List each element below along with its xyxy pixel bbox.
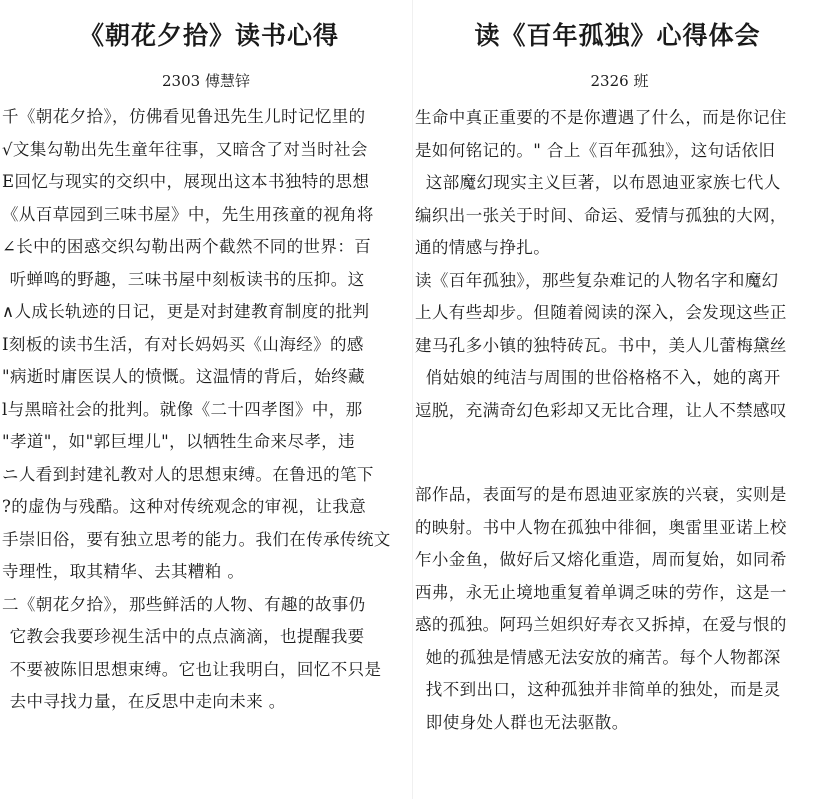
text-line: 部作品，表面写的是布恩迪亚家族的兴衰，实则是 (415, 485, 787, 504)
text-line: 编织出一张关于时间、命运、爱情与孤独的大网， (415, 205, 787, 225)
text-line: 逗脱，充满奇幻色彩却又无比合理，让人不禁感叹 (415, 400, 787, 420)
text-line: ∠长中的困惑交织勾勒出两个截然不同的世界：百 (2, 237, 372, 256)
text-line: ?的虚伪与残酷。这种对传统观念的审视，让我意 (2, 497, 367, 516)
text-line: ニ人看到封建礼教对人的思想束缚。在鲁迅的笔下 (2, 464, 374, 484)
text-line: 俏姑娘的纯洁与周围的世俗格格不入，她的离开 (425, 368, 781, 387)
paragraph-gap (413, 427, 825, 479)
text-line: 不要被陈旧思想束缚。它也让我明白，回忆不只是 (9, 659, 382, 679)
text-line: 寺理性，取其精华、去其糟粕 。 (2, 562, 245, 581)
right-page-author: 2326 班 (590, 72, 649, 90)
right-page-body (413, 102, 825, 739)
text-line: 的映射。书中人物在孤独中徘徊，奥雷里亚诺上校 (415, 517, 787, 537)
left-page-body (0, 101, 412, 719)
text-line: 去中寻找力量，在反思中走向未来 。 (9, 692, 286, 711)
text-line: 乍小金鱼，做好后又熔化重造，周而复始，如同希 (415, 550, 787, 569)
text-line: 生命中真正重要的不是你遭遇了什么，而是你记住 (415, 108, 787, 127)
text-line: 听蝉鸣的野趣，三味书屋中刻板读书的压抑。这 (9, 269, 365, 289)
text-line: l与黑暗社会的批判。就像《二十四孝图》中，那 (2, 399, 363, 419)
left-page-author: 2303 傅慧锌 (162, 72, 250, 90)
text-line: 建马孔多小镇的独特砖瓦。书中，美人儿蕾梅黛丝 (415, 335, 787, 355)
text-line: 西弗，永无止境地重复着单调乏味的劳作，这是一 (415, 582, 787, 602)
text-line: 找不到出口，这种孤独并非简单的独处，而是灵 (425, 680, 781, 699)
text-line: √文集勾勒出先生童年往事，又暗含了对当时社会 (2, 139, 368, 159)
text-line: 她的孤独是情感无法安放的痛苦。每个人物都深 (425, 647, 781, 667)
text-line: "病逝时庸医误人的愤慨。这温情的背后，始终藏 (2, 367, 365, 386)
text-line: 惑的孤独。阿玛兰妲织好寿衣又拆掉，在爱与恨的 (415, 615, 787, 634)
text-line: 这部魔幻现实主义巨著，以布恩迪亚家族七代人 (425, 173, 781, 192)
text-line: 千《朝花夕拾》，仿佛看见鲁迅先生儿时记忆里的 (2, 107, 366, 126)
right-page-title: 读《百年孤独》心得体会 (474, 21, 761, 50)
text-line: 通的情感与挣扎。 (415, 238, 551, 257)
text-line: "孝道"，如"郭巨埋儿"，以牺牲生命来尽孝，违 (2, 432, 356, 451)
left-page (0, 0, 412, 799)
text-line: E回忆与现实的交织中，展现出这本书独特的思想 (2, 172, 370, 191)
text-line: 手崇旧俗，要有独立思考的能力。我们在传承传统文 (2, 529, 391, 549)
text-line: 是如何铭记的。" 合上《百年孤独》，这句话依旧 (415, 140, 776, 160)
text-line: 即使身处人群也无法驱散。 (425, 712, 629, 732)
text-line: 上人有些却步。但随着阅读的深入，会发现这些正 (415, 303, 787, 322)
text-line: 读《百年孤独》，那些复杂难记的人物名字和魔幻 (415, 270, 779, 290)
right-page (412, 0, 825, 799)
text-line: I刻板的读书生活，有对长妈妈买《山海经》的感 (2, 334, 364, 354)
text-line: 二《朝花夕拾》，那些鲜活的人物、有趣的故事仍 (2, 594, 366, 614)
left-page-title: 《朝花夕拾》读书心得 (78, 21, 339, 50)
text-line: ∧人成长轨迹的日记，更是对封建教育制度的批判 (2, 302, 370, 321)
text-line: 《从百草园到三味书屋》中，先生用孩童的视角将 (2, 204, 374, 224)
text-line: 它教会我要珍视生活中的点点滴滴，也提醒我要 (9, 627, 365, 646)
